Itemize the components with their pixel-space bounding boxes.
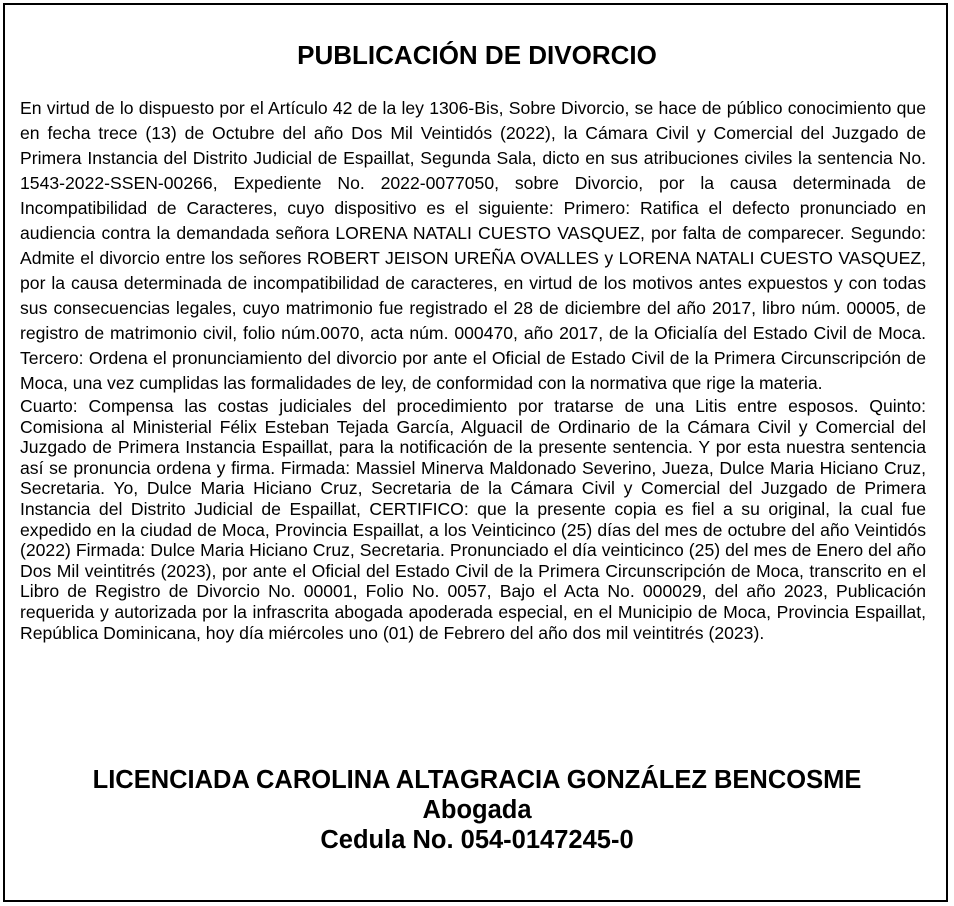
signature-name: LICENCIADA CAROLINA ALTAGRACIA GONZÁLEZ BENCOSME — [92, 766, 862, 794]
body-paragraph-part-2: Cuarto: Compensa las costas judiciales del procedimiento por tratarse de una Litis entre esposos. Quinto: Comisiona al Ministerial Félix Esteban Tejada García, Alguacil de Ordinario de la Cámara Civil y Comercial del Juzgado de Primera Instancia Espaillat, para la notificación de la presente sentencia. Y por esta nuestra sentencia así se pronuncia ordena y firma. Firmada: Massiel Minerva Maldonado Severino, Jueza, Dulce Maria Hiciano Cruz, Secretaria. Yo, Dulce Maria Hiciano Cruz, Secretaria de la Cámara Civil y Comercial del Juzgado de Primera Instancia del Distrito Judicial de Espaillat, CERTIFICO: que la presente copia es fiel a su original, la cual fue expedido en la ciudad de Moca, Provincia Espaillat, a los Veinticinco (25) días del mes de octubre del año Veintidós (2022) Firmada: Dulce Maria Hiciano Cruz, Secretaria. Pronunciado el día veinticinco (25) del mes de Enero del año Dos Mil veintitrés (2023), por ante el Oficial del Estado Civil de la Primera Circunscripción de Moca, transcrito en el Libro de Registro de Divorcio No. 00001, Folio No. 0057, Bajo el Acta No. 000029, del año 2023, Publicación requerida y autorizada por la infrascrita abogada apoderada especial, en el Municipio de Moca, Provincia Espaillat, República Dominicana, hoy día miércoles uno (01) de Febrero del año dos mil veintitrés (2023). — [20, 396, 926, 643]
signature-id-number: Cedula No. 054-0147245-0 — [320, 826, 634, 854]
document-body — [20, 96, 926, 643]
body-paragraph-part-1: En virtud de lo dispuesto por el Artículo 42 de la ley 1306-Bis, Sobre Divorcio, se hace de público conocimiento que en fecha trece (13) de Octubre del año Dos Mil Veintidós (2022), la Cámara Civil y Comercial del Juzgado de Primera Instancia del Distrito Judicial de Espaillat, Segunda Sala, dicto en sus atribuciones civiles la sentencia No. 1543-2022-SSEN-00266, Expediente No. 2022-0077050, sobre Divorcio, por la causa determinada de Incompatibilidad de Caracteres, cuyo dispositivo es el siguiente: Primero: Ratifica el defecto pronunciado en audiencia contra la demandada señora LORENA NATALI CUESTO VASQUEZ, por falta de comparecer. Segundo: Admite el divorcio entre los señores ROBERT JEISON UREÑA OVALLES y LORENA NATALI CUESTO VASQUEZ, por la causa determinada de incompatibilidad de caracteres, en virtud de los motivos antes expuestos y con todas sus consecuencias legales, cuyo matrimonio fue registrado el 28 de diciembre del año 2017, libro núm. 00005, de registro de matrimonio civil, folio núm.0070, acta núm. 000470, año 2017, de la Oficialía del Estado Civil de Moca. Tercero: Ordena el pronunciamiento del divorcio por ante el Oficial de Estado Civil de la Primera Circunscripción de Moca, una vez cumplidas las formalidades de ley, de conformidad con la normativa que rige la materia. — [20, 98, 926, 393]
document-title: PUBLICACIÓN DE DIVORCIO — [297, 40, 657, 70]
signature-role: Abogada — [422, 796, 532, 824]
